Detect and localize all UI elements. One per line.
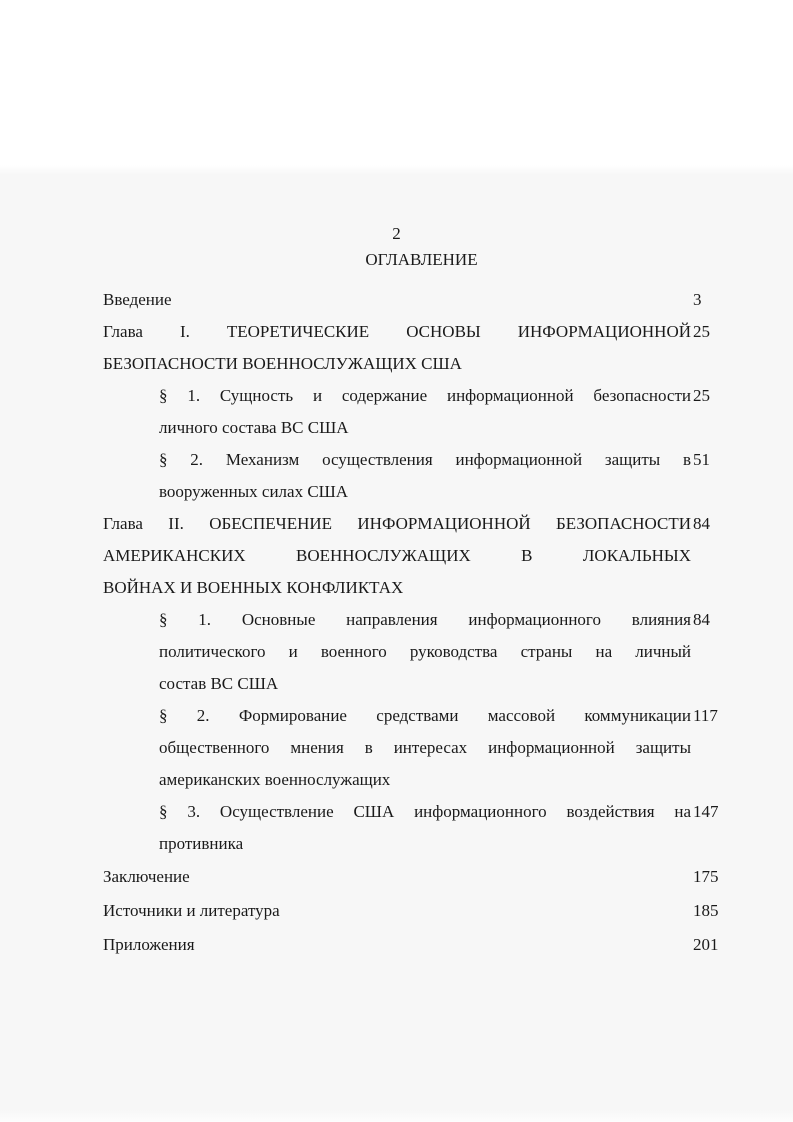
toc-entry-label: § 1. Сущность и содержание информационной безопасности личного состава ВС США — [159, 386, 691, 437]
toc-entry-appendix — [103, 928, 733, 962]
toc-entry-label: Глава I. ТЕОРЕТИЧЕСКИЕ ОСНОВЫ ИНФОРМАЦИОННОЙ БЕЗОПАСНОСТИ ВОЕННОСЛУЖАЩИХ США — [103, 322, 691, 373]
toc-entry-page: 175 — [693, 867, 719, 886]
toc-entry-sources — [103, 894, 733, 928]
toc-entry-label: Приложения — [103, 935, 195, 954]
toc-entry-chapter-2-section-1 — [103, 604, 733, 700]
toc-entry-conclusion — [103, 860, 733, 894]
toc-entry-chapter-1-section-1 — [103, 380, 733, 444]
toc-entry-label: Источники и литература — [103, 901, 280, 920]
toc-entry-chapter-1 — [103, 316, 733, 380]
toc-entry-page: 185 — [693, 901, 719, 920]
toc-entry-chapter-1-section-2 — [103, 444, 733, 508]
toc-entry-label: § 2. Механизм осуществления информационной защиты в вооруженных силах США — [159, 450, 691, 501]
toc-entry-label: Заключение — [103, 867, 190, 886]
toc-entry-chapter-2-section-3 — [103, 796, 733, 860]
toc-entry-page: 25 — [693, 386, 710, 405]
toc-entry-chapter-2-section-2 — [103, 700, 733, 796]
toc-entry-label: § 3. Осуществление США информационного воздействия на противника — [159, 802, 691, 853]
toc-entry-page: 84 — [693, 610, 710, 629]
toc-entry-page: 201 — [693, 935, 719, 954]
toc-entry-chapter-2 — [103, 508, 733, 604]
toc-entry-page: 147 — [693, 802, 719, 821]
table-of-contents — [103, 284, 733, 962]
toc-entry-label: § 2. Формирование средствами массовой коммуникации общественного мнения в интересах информационной защиты американских военнослужащих — [159, 706, 691, 789]
toc-entry-intro — [103, 284, 733, 316]
toc-entry-page: 25 — [693, 322, 710, 341]
page-title: ОГЛАВЛЕНИЕ — [365, 250, 478, 269]
toc-entry-page: 51 — [693, 450, 710, 469]
toc-entry-label: Введение — [103, 290, 172, 309]
toc-entry-label: Глава II. ОБЕСПЕЧЕНИЕ ИНФОРМАЦИОННОЙ БЕЗОПАСНОСТИ АМЕРИКАНСКИХ ВОЕННОСЛУЖАЩИХ В ЛОКАЛЬНЫХ ВОЙНАХ И ВОЕННЫХ КОНФЛИКТАХ — [103, 514, 691, 597]
toc-entry-page: 117 — [693, 706, 718, 725]
toc-entry-page: 84 — [693, 514, 710, 533]
page-number: 2 — [392, 224, 401, 243]
toc-entry-page: 3 — [693, 290, 702, 309]
toc-entry-label: § 1. Основные направления информационного влияния политического и военного руководства страны на личный состав ВС США — [159, 610, 691, 693]
